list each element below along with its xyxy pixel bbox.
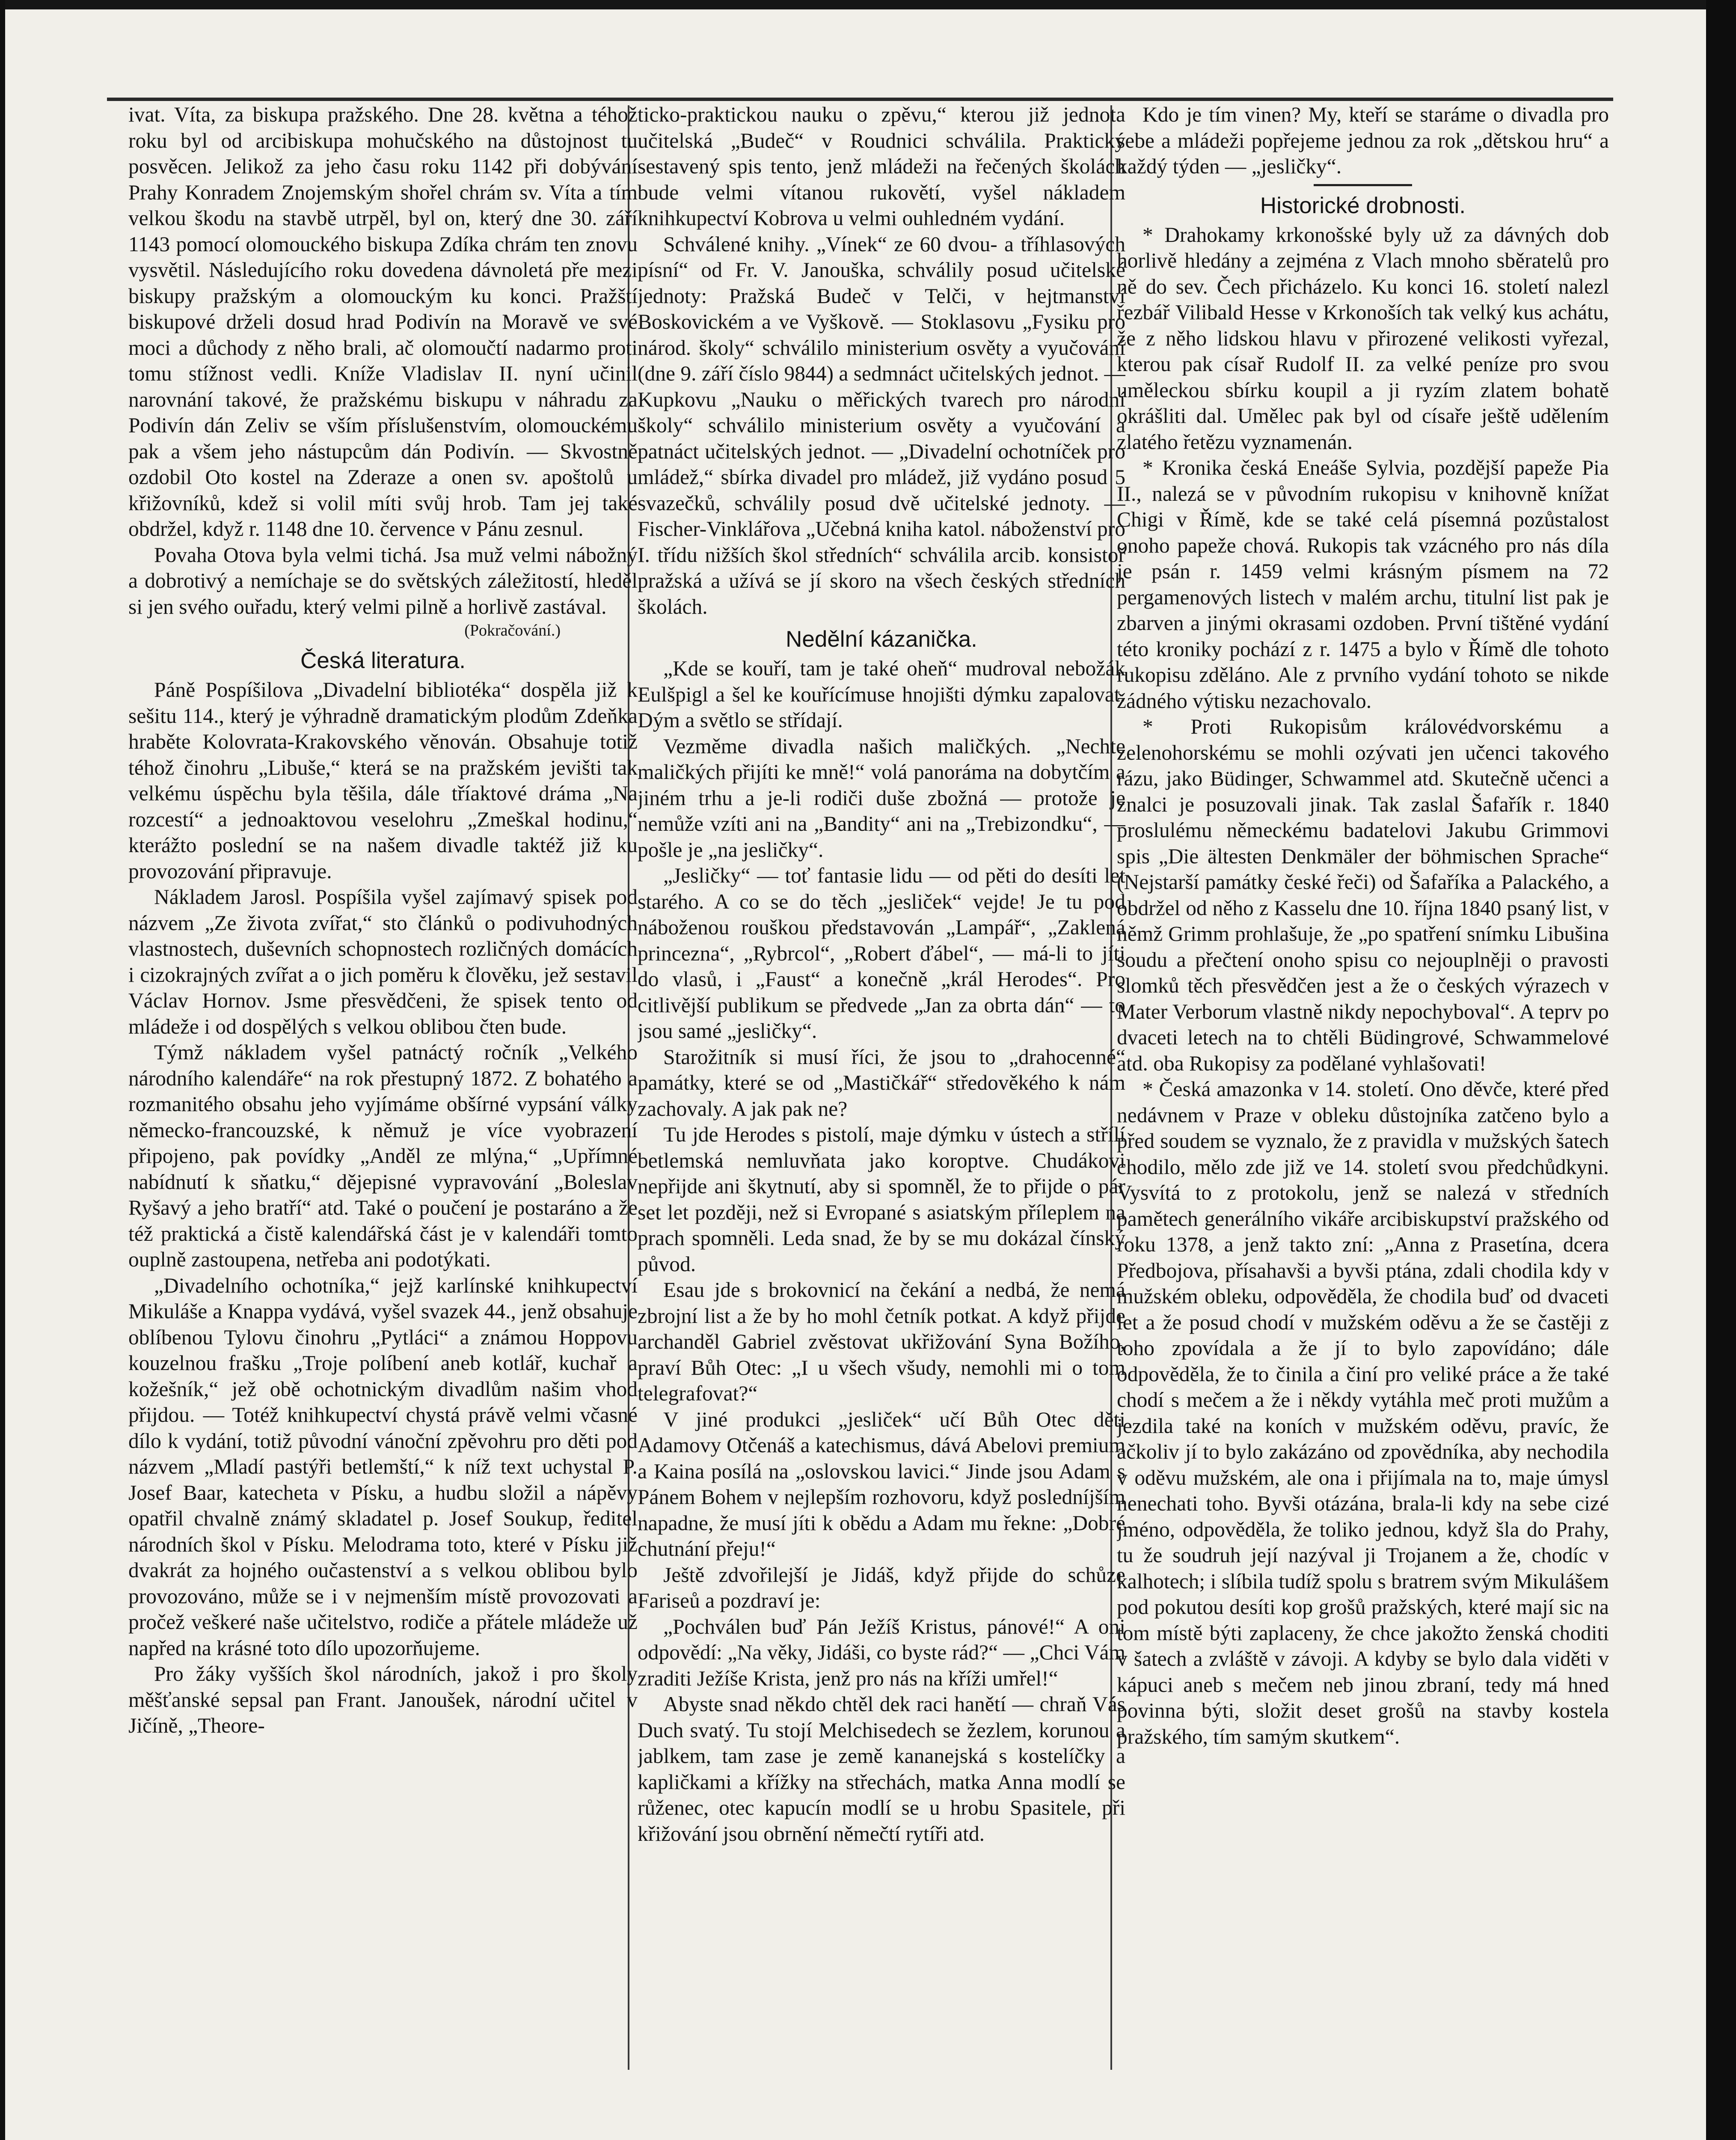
- section-heading: Česká literatura.: [300, 648, 466, 673]
- article-paragraph: „Pochválen buď Pán Ježíš Kristus, pánové!“ A oni odpovědí: „Na věky, Jidáši, co byste rád?“ — „Chci Vám zraditi Ježíše Krista, jenž pro nás na kříži umřel!“: [638, 1614, 1125, 1690]
- article-paragraph: ivat. Víta, za biskupa pražského. Dne 28. května a téhož roku byl od arcibiskupa mohučského na důstojnost tu posvěcen. Jelikož za jeho času roku 1142 při dobývání Prahy Konradem Znojemským shořel chrám sv. Víta a tím velkou škodu na stavbě utrpěl, byl on, který dne 30. září 1143 pomocí olomouckého biskupa Zdíka chrám ten znovu vysvětil. Následujícího roku dovedena dávnoletá pře mezi biskupy pražským a olomouckým ku konci. Pražští biskupové drželi dosud hrad Podivín na Moravě ve své moci a důchody z něho brali, ač olomoučtí nadarmo proti tomu stížnost vedli. Kníže Vladislav II. nyní učinil narovnání takové, že pražskému biskupu v náhradu za Podivín dán Zeliv se vším příslušenstvím, olomouckému pak a všem jeho nástupcům dán Podivín. — Skvostně ozdobil Oto kostel na Zderaze a onen sv. apoštolů u křižovníků, kdež si volil míti svůj hrob. Tam jej také obdržel, když r. 1148 dne 10. července v Pánu zesnul.: [128, 103, 638, 541]
- article-paragraph: Abyste snad někdo chtěl dek raci hanětí — chraň Vás Duch svatý. Tu stojí Melchisedech se žezlem, korunou a jablkem, tam zase je země kananejská s kostelíčky a kapličkami a křížky na střechách, matka Anna modlí se růženec, otec kapucín modlí se u hrobu Spasitele, při křižování jsou obrnění němečtí rytíři atd.: [638, 1692, 1125, 1846]
- article-paragraph: Povaha Otova byla velmi tichá. Jsa muž velmi nábožný a dobrotivý a nemíchaje se do světských záležitostí, hleděl si jen svého ouřadu, který velmi pilně a horlivě zastával.: [128, 543, 638, 618]
- article-paragraph: Schválené knihy. „Vínek“ ze 60 dvou- a tříhlasových písní“ od Fr. V. Janouška, schválily posud učitelské jednoty: Pražská Budeč v Telči, v hejtmanství Boskovickém a ve Vyškově. — Stoklasovu „Fysiku pro národ. školy“ schválilo ministerium osvěty a vyučování (dne 9. září číslo 9844) a sedmnáct učitelských jednot. — Kupkovu „Nauku o měřických tvarech pro národní školy“ schválilo ministerium osvěty a vyučování a patnáct učitelských jednot. — „Divadelní ochotníček pro mládež,“ sbírka divadel pro mládež, již vydáno posud 5 svazečků, schválily posud dvě učitelské jednoty. — Fischer-Vinklářova „Učebná kniha katol. náboženství pro I. třídu nižších škol středních“ schválila arcib. konsistoř pražská a užívá se jí skoro na všech českých středních školách.: [638, 232, 1125, 618]
- continuation-note: (Pokračování.): [464, 621, 561, 639]
- article-paragraph: Pro žáky vyšších škol národních, jakož i pro školy měšťanské sepsal pan Frant. Janoušek, národní učitel v Jičíně, „Theore-: [128, 1662, 638, 1737]
- article-paragraph: Páně Pospíšilova „Divadelní bibliotéka“ dospěla již k sešitu 114., který je výhradně dramatickým plodům Zdeňka hraběte Kolovrata-Krakovského věnován. Obsahuje totiž téhož činohru „Libuše,“ která se na pražském jevišti tak velkému úspěchu byla těšila, dále tříaktové dráma „Na rozcestí“ a jednoaktovou veselohru „Zmeškal hodinu,“ kterážto poslední se na našem divadle taktéž již ku provozování připravuje.: [128, 678, 638, 883]
- scan-edge-top: [0, 0, 1736, 9]
- article-paragraph: V jiné produkci „jesliček“ učí Bůh Otec děti Adamovy Otčenáš a katechismus, dává Abelovi premium a Kaina posílá na „oslovskou lavici.“ Jinde jsou Adam s Pánem Bohem v nejlepším rozhovoru, když posledníjším napadne, že musí jíti k obědu a Adam mu řekne: „Dobré chutnání přeju!“: [638, 1407, 1125, 1560]
- article-paragraph: * Česká amazonka v 14. století. Ono děvče, které před nedávnem v Praze v obleku důstojníka zatčeno bylo a před soudem se vyznalo, že z pravidla v mužských šatech chodilo, mělo zde již ve 14. století svou předchůdkyni. Vysvítá to z protokolu, jenž se nalezá v středních pamětech generálního vikáře arcibiskupství pražského od roku 1378, a jenž takto zní: „Anna z Prasetína, dcera Předbojova, přísahavši a byvši ptána, zdali chodila kdy v mužském obleku, odpověděla, že chodila buď od dvaceti let a že posud chodí v mužském oděvu a že se častěji z toho zpovídala a že jí to bylo zapovídáno; dále odpověděla, že to činila a činí pro veliké práce a že také chodí s mečem a že i někdy vytáhla meč proti mužům a jezdila také na koních v mužském oděvu, pravíc, že ačkoliv jí to bylo zakázáno od zpovědníka, aby nechodila v oděvu mužském, ale ona i přijímala na to, maje úmysl nenechati toho. Byvši otázána, brala-li kdy na sebe cizé jméno, odpověděla, že toliko jednou, když šla do Prahy, tu že soudruh její nazýval ji Trojanem a že, chodíc v kalhotech; i slíbila tudíž spolu s bratrem svým Mikulášem pod pokutou desíti kop grošů pražských, které mají sic na tom místě býti zaplaceny, že chce jakožto ženská choditi v šatech a zvláště v závoji. A kdyby se bylo dala viděti v kápuci aneb s mečem neb jinou zbraní, tedy má hned povinna býti, složit deset grošů na stavby kostela pražského, tím samým skutkem“.: [1117, 1077, 1609, 1748]
- article-paragraph: „Divadelního ochotníka,“ jejž karlínské knihkupectví Mikuláše a Knappa vydává, vyšel svazek 44., jenž obsahuje oblíbenou Tylovu činohru „Pytláci“ a známou Hoppovu kouzelnou frašku „Troje políbení aneb kotlář, kuchař a kožešník,“ jež obě ochotnickým divadlům našim vhod přijdou. — Totéž knihkupectví chystá právě velmi včasné dílo k vydání, totiž původní vánoční zpěvohru pro děti pod názvem „Mladí pastýři betlemští,“ k níž text uchystal P. Josef Baar, katecheta v Písku, a hudbu složil a nápěvy opatřil chvalně známý skladatel p. Josef Soukup, ředitel národních škol v Písku. Melodrama toto, které v Písku již dvakrát za hojného oučastenství a s velkou oblibou bylo provozováno, může se i v nejmenším místě provozovati a pročež veškeré naše učitelstvo, rodiče a přátele mládeže už napřed na krásné toto dílo upozorňujeme.: [128, 1273, 638, 1660]
- article-paragraph: Kdo je tím vinen? My, kteří se staráme o divadla pro sebe a mládeži popřejeme jednou za rok „dětskou hru“ a každý týden — „jesličky“.: [1117, 103, 1609, 178]
- section-heading: Historické drobnosti.: [1260, 193, 1466, 218]
- article-paragraph: ticko-praktickou nauku o zpěvu,“ kterou již jednota učitelská „Budeč“ v Roudnici schválila. Praktický sestavený spis tento, jenž mládeži na řečených školách bude velmi vítanou rukovětí, vyšel nákladem knihkupectví Kobrova u velmi ouhledném vydání.: [638, 103, 1125, 230]
- scan-edge-right: [1706, 0, 1736, 2140]
- column-middle: [638, 102, 1125, 2139]
- article-paragraph: * Kronika česká Eneáše Sylvia, pozdější papeže Pia II., nalezá se v původním rukopisu v knihovně knížat Chigi v Římě, kde se také celá písemná pozůstalost onoho papeže chová. Rukopis tak vzácného pro nás díla je psán r. 1459 velmi krásným písmem na 72 pergamenových listech v malém archu, titulní list pak je zbarven a jinými okrasami ozdoben. První tištěné vydání této kroniky pochází z r. 1475 a bylo v Římě dle tohoto rukopisu zděláno. Ale z prvního vydání tohoto se nikde žádného výtisku nezachovalo.: [1117, 456, 1609, 713]
- article-paragraph: Esau jde s brokovnicí na čekání a nedbá, že nemá zbrojní list a že by ho mohl četník potkat. A když přijde archanděl Gabriel zvěstovat ukřižování Syna Božího, praví Bůh Otec: „I u všech všudy, nemohli mi o tom telegrafovat?“: [638, 1278, 1125, 1405]
- article-paragraph: „Jesličky“ — toť fantasie lidu — od pěti do desíti let starého. A co se do těch „jesliček“ vejde! Je tu pod náboženou rouškou představován „Lampář“, „Zaklená princezna“, „Rybrcol“, „Robert ďábel“, — má-li to jíti do vlasů, i „Faust“ a konečně „král Herodes“. Pro citlivější publikum se předvede „Jan za obrta dán“ — to jsou samé „jesličky“.: [638, 864, 1125, 1043]
- article-paragraph: Starožitník si musí říci, že jsou to „drahocenné“ památky, které se od „Mastičkář“ středověkého k nám zachovaly. A jak pak ne?: [638, 1045, 1125, 1121]
- column-right: [1117, 102, 1609, 2139]
- header-rule: [107, 98, 1613, 101]
- section-heading: Nedělní kázanička.: [786, 627, 977, 652]
- article-paragraph: „Kde se kouří, tam je také oheň“ mudroval nebožák Eulšpigl a šel ke kouřícímuse hnojišti dýmku zapalovat. Dým a světlo se střídají.: [638, 657, 1125, 732]
- article-paragraph: Ještě zdvořilejší je Jidáš, když přijde do schůze Fariseů a pozdraví je:: [638, 1563, 1125, 1612]
- article-paragraph: Tu jde Herodes s pistolí, maje dýmku v ústech a střílí betlemská nemluvňata jako koroptve. Chudákovi nepřijde ani škytnutí, aby si spomněl, že to přijde o pár set let později, než si Evropané s asiatským příleplem na prach spomněli. Leda snad, že by se mu dokázal čínský původ.: [638, 1123, 1125, 1276]
- article-paragraph: Týmž nákladem vyšel patnáctý ročník „Velkého národního kalendáře“ na rok přestupný 1872. Z bohatého a rozmanitého obsahu jeho vyjímáme obšírné vypsání války německo-francouzské, k němuž je více vyobrazení připojeno, pak povídky „Anděl ze mlýna,“ „Upřímné nabídnutí k sňatku,“ dějepisné vypravování „Boleslav Ryšavý a jeho bratří“ atd. Také o poučení je postaráno a že též praktická a čistě kalendářská část je v kalendáři tomto ouplně zastoupena, netřeba ani podotýkati.: [128, 1040, 638, 1271]
- column-left: [128, 102, 638, 2139]
- article-paragraph: * Drahokamy krkonošské byly už za dávných dob horlivě hledány a zejména z Vlach mnoho sběratelů pro ně do sev. Čech přicházelo. Ku konci 16. století nalezl řezbář Vilibald Hesse v Krkonoších tak velký kus achátu, že z něho lidskou hlavu v přirozené velikosti vyřezal, kterou pak císař Rudolf II. za velké peníze pro svou uměleckou sbírku koupil a ji ryzím zlatem bohatě okrášliti dal. Umělec pak byl od císaře ještě udělením zlatého řetězu vyznamenán.: [1117, 223, 1609, 454]
- section-separator: [1314, 184, 1412, 186]
- article-paragraph: * Proti Rukopisům královédvorskému a zelenohorskému se mohli ozývati jen učenci takového rázu, jako Büdinger, Schwammel atd. Skutečně učenci a znalci je posuzovali jinak. Tak zaslal Šafařík r. 1840 proslulému německému badatelovi Jakubu Grimmovi spis „Die ältesten Denkmäler der böhmischen Sprache“ (Nejstarší památky české řeči) od Šafaříka a Palackého, a obdržel od něho z Kasselu dne 10. října 1840 psaný list, v němž Grimm prohlašuje, že „po spatření snímku Libušina soudu a přečtení onoho spisu co nejouplněji o pravosti slomků těch přesvědčen jest a že o českých výrazech v Mater Verborum vlastně nikdy nepochyboval“. A teprv po dvaceti letech na to chtěli Büdingrové, Schwammelové atd. oba Rukopisy za podělané vyhlašovati!: [1117, 715, 1609, 1075]
- article-paragraph: Nákladem Jarosl. Pospíšila vyšel zajímavý spisek pod názvem „Ze života zvířat,“ sto článků o podivuhodných vlastnostech, duševních schopnostech rozličných domácích i cizokrajných zvířat a o jich poměru k člověku, jež sestavil Václav Hornov. Jsme přesvědčeni, že spisek tento od mládeže i od dospělých s velkou oblibou čten bude.: [128, 885, 638, 1038]
- article-paragraph: Vezměme divadla našich maličkých. „Nechte maličkých přijíti ke mně!“ volá panoráma na dobytčím a jiném trhu a je-li rodiči duše zbožná — protože je nemůže vzíti ani na „Bandity“ ani na „Trebizondku“, — pošle je „na jesličky“.: [638, 734, 1125, 862]
- scan-edge-left: [0, 0, 5, 2140]
